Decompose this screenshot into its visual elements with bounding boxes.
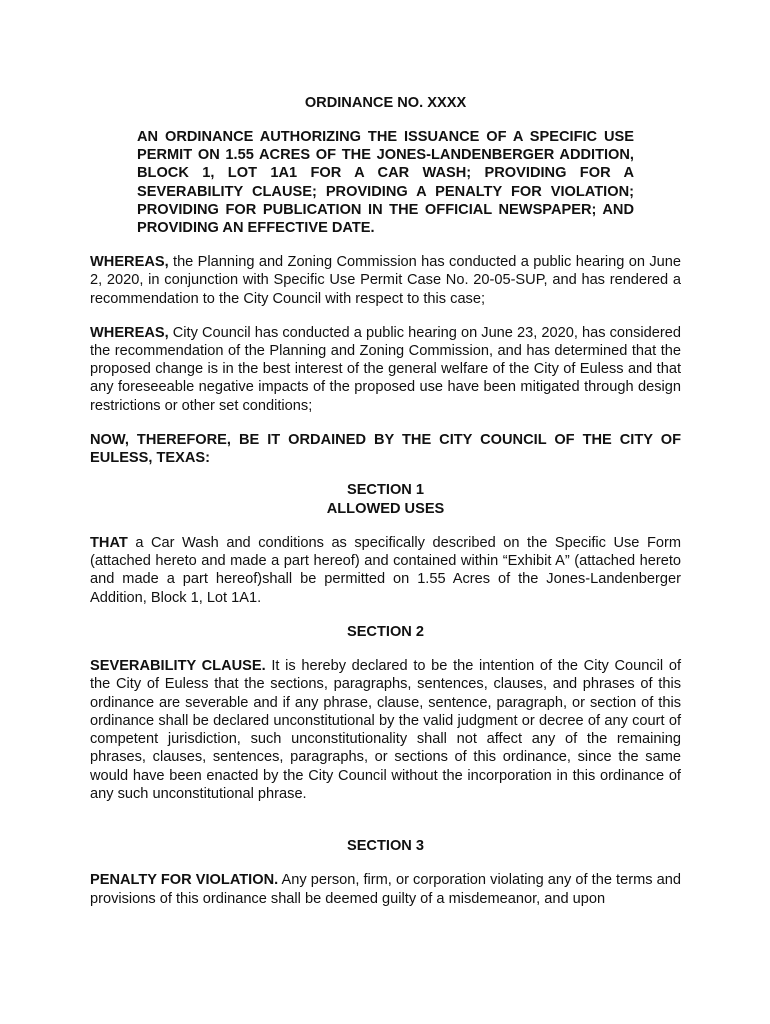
whereas-paragraph-2 — [90, 324, 681, 415]
ordinance-title: ORDINANCE NO. XXXX — [304, 95, 467, 111]
section-2-number: SECTION 2 — [346, 623, 425, 640]
section-2-heading — [90, 623, 681, 641]
section-1-number: SECTION 1 — [346, 482, 425, 499]
section-3-number: SECTION 3 — [346, 837, 425, 854]
section-1-paragraph — [90, 534, 681, 607]
section-3-heading — [90, 837, 681, 855]
section-2-lead: SEVERABILITY CLAUSE. — [90, 658, 266, 675]
section-1-lead: THAT — [90, 535, 128, 552]
section-1-heading — [90, 481, 681, 518]
section-3-lead: PENALTY FOR VIOLATION. — [90, 872, 279, 889]
whereas-lead: WHEREAS, — [90, 324, 169, 341]
section-2-paragraph — [90, 657, 681, 803]
whereas-lead: WHEREAS, — [90, 254, 169, 271]
section-3-paragraph — [90, 871, 681, 907]
section-1-subheading: ALLOWED USES — [326, 500, 445, 517]
ordinance-caption: AN ORDINANCE AUTHORIZING THE ISSUANCE OF A SPECIFIC USE PERMIT ON 1.55 ACRES OF THE JONES-LANDENBERGER ADDITION, BLOCK 1, LOT 1A1 FOR A CAR WASH; PROVIDING FOR A SEVERABILITY CLAUSE; PROVIDING A PENALTY FOR VIOLATION; PROVIDING FOR PUBLICATION IN THE OFFICIAL NEWSPAPER; AND PROVIDING AN EFFECTIVE DATE. — [137, 129, 634, 237]
section-3-text: Any person, firm, or corporation violating any of the terms and provisions of this ordinance shall be deemed guilty of a misdemeanor, and upon — [90, 872, 681, 907]
whereas-text: the Planning and Zoning Commission has conducted a public hearing on June 2, 2020, in conjunction with Specific Use Permit Case No. 20-05-SUP, and has rendered a recommendation to the City Council with respect to this case; — [90, 254, 681, 307]
whereas-paragraph-1 — [90, 253, 681, 308]
ordaining-clause: NOW, THEREFORE, BE IT ORDAINED BY THE CITY COUNCIL OF THE CITY OF EULESS, TEXAS: — [90, 431, 681, 467]
whereas-text: City Council has conducted a public hearing on June 23, 2020, has considered the recommendation of the Planning and Zoning Commission, and has determined that the proposed change is in the best interest of the general welfare of the City of Euless and that any foreseeable negative impacts of the proposed use have been mitigated through design restrictions or other set conditions; — [90, 324, 681, 414]
section-2-text: It is hereby declared to be the intention of the City Council of the City of Euless that the sections, paragraphs, sentences, clauses, and phrases of this ordinance are severable and if any phrase, clause, sentence, paragraph, or section of this ordinance shall be declared unconstitutional by the valid judgment or decree of any court of competent jurisdiction, such unconstitutionality shall not affect any of the remaining phrases, clauses, sentences, paragraphs, or sections of this ordinance, since the same would have been enacted by the City Council without the incorporation in this ordinance of any such unconstitutional phrase. — [90, 658, 682, 802]
section-1-text: a Car Wash and conditions as specifically described on the Specific Use Form (attached hereto and made a part hereof) and contained within “Exhibit A” (attached hereto and made a part hereof)shall be permitted on 1.55 Acres of the Jones-Landenberger Addition, Block 1, Lot 1A1. — [90, 535, 681, 606]
